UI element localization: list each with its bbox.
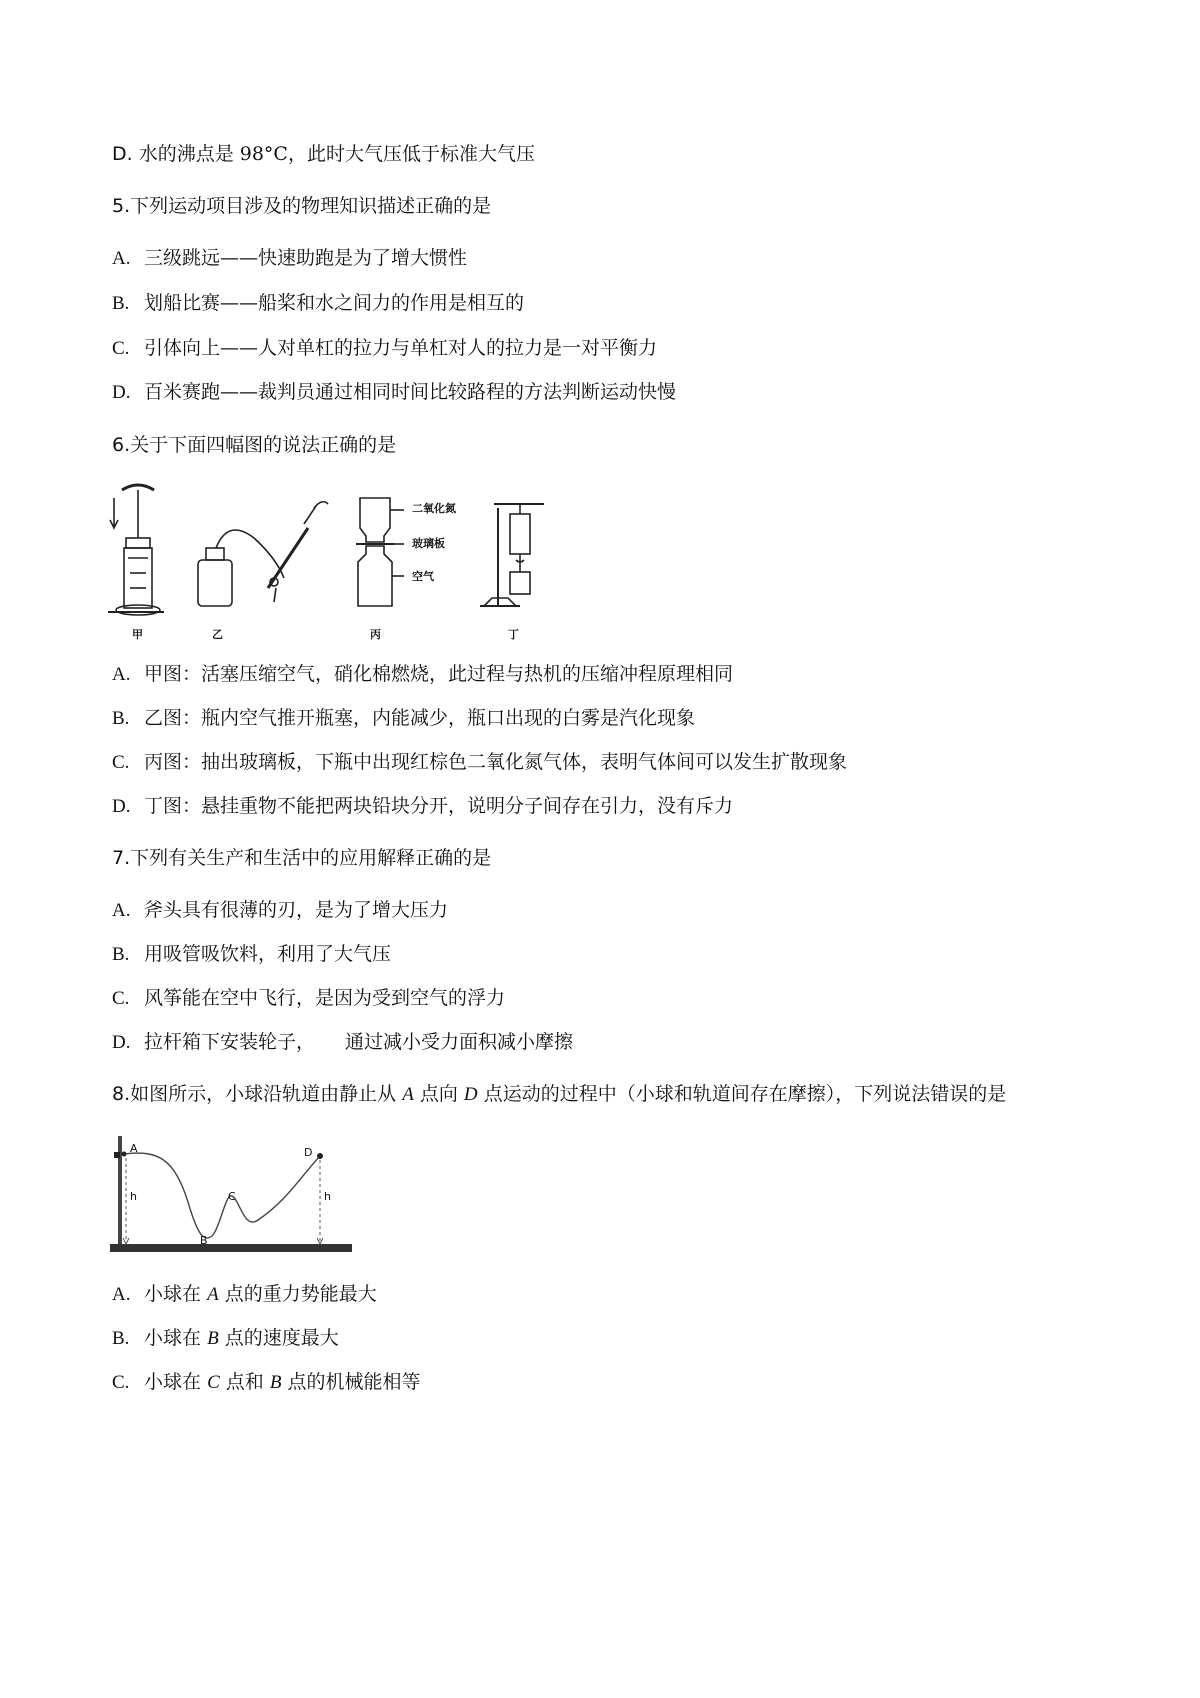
- option-text: 斧头具有很薄的刃，是为了增大压力: [144, 899, 449, 921]
- var-d: D: [463, 1084, 478, 1105]
- option-text-part1: 拉杆箱下安装轮子，: [144, 1031, 316, 1053]
- q5-option-d: [112, 380, 676, 405]
- option-text-part2: 通过减小受力面积减小摩擦: [345, 1031, 574, 1053]
- figure-annotation-no2: 二氧化氮: [412, 502, 456, 515]
- figure-label-jia: 甲: [132, 628, 143, 641]
- point-label-b: B: [200, 1234, 208, 1247]
- option-letter: B.: [112, 1328, 130, 1349]
- option-mid: 点和: [225, 1371, 264, 1393]
- q7-option-b: [112, 942, 391, 967]
- q6-figure-drawing: [108, 478, 608, 648]
- option-letter: A.: [112, 900, 131, 921]
- stem-part1: 8.如图所示，小球沿轨道由静止从: [112, 1083, 397, 1105]
- option-letter: C.: [112, 752, 130, 773]
- q5-option-b: [112, 291, 524, 316]
- option-letter: A.: [112, 248, 131, 269]
- option-pre: 小球在: [144, 1327, 202, 1349]
- option-var: C: [207, 1372, 220, 1393]
- q7-option-d: [112, 1030, 573, 1055]
- option-letter: B.: [112, 708, 130, 729]
- q8-option-c: [112, 1370, 421, 1395]
- option-letter: D.: [112, 382, 131, 403]
- option-var: B: [207, 1328, 219, 1349]
- option-text: 三级跳远——快速助跑是为了增大惯性: [144, 247, 468, 269]
- stem-part2: 点向: [419, 1083, 458, 1105]
- option-letter: C.: [112, 988, 130, 1009]
- option-post: 点的重力势能最大: [224, 1283, 377, 1305]
- option-letter: D.: [112, 796, 131, 817]
- option-letter: A.: [112, 1284, 131, 1305]
- figure-label-yi: 乙: [212, 628, 223, 641]
- stem-part3: 点运动的过程中（小球和轨道间存在摩擦），下列说法错误的是: [483, 1083, 1007, 1105]
- option-pre: 小球在: [144, 1283, 202, 1305]
- option-var2: B: [269, 1372, 282, 1393]
- q6-option-b: [112, 706, 695, 731]
- q6-figure: [108, 478, 608, 648]
- figure-label-ding: 丁: [508, 628, 519, 641]
- q6-stem: 6.关于下面四幅图的说法正确的是: [112, 434, 397, 456]
- option-var: A: [207, 1284, 219, 1305]
- var-a: A: [402, 1084, 414, 1105]
- q5-stem: 5.下列运动项目涉及的物理知识描述正确的是: [112, 195, 492, 217]
- height-label-left: h: [130, 1190, 137, 1203]
- q8-figure: [108, 1132, 358, 1258]
- q8-option-a: [112, 1282, 377, 1307]
- option-text: 丁图：悬挂重物不能把两块铅块分开，说明分子间存在引力，没有斥力: [144, 795, 734, 817]
- option-letter: D.: [112, 1032, 131, 1053]
- q6-option-c: [112, 750, 847, 775]
- option-letter: D.: [112, 143, 133, 165]
- point-label-d: D: [304, 1146, 313, 1159]
- q7-stem: 7.下列有关生产和生活中的应用解释正确的是: [112, 847, 492, 869]
- q5-option-a: [112, 246, 467, 271]
- option-text: 百米赛跑——裁判员通过相同时间比较路程的方法判断运动快慢: [144, 381, 677, 403]
- q8-stem: [112, 1082, 1006, 1107]
- figure-annotation-air: 空气: [412, 570, 434, 583]
- option-text: 引体向上——人对单杠的拉力与单杠对人的拉力是一对平衡力: [144, 337, 658, 359]
- option-pre: 小球在: [144, 1371, 202, 1393]
- q7-option-c: [112, 986, 505, 1011]
- option-post: 点的机械能相等: [287, 1371, 421, 1393]
- option-text: 水的沸点是 98°C，此时大气压低于标准大气压: [138, 143, 535, 165]
- option-letter: B.: [112, 293, 130, 314]
- option-text: 乙图：瓶内空气推开瓶塞，内能减少，瓶口出现的白雾是汽化现象: [144, 707, 696, 729]
- point-label-a: A: [130, 1142, 138, 1155]
- option-letter: C.: [112, 338, 130, 359]
- figure-label-bing: 丙: [370, 628, 381, 641]
- q5-option-c: [112, 336, 657, 361]
- option-text: 风筝能在空中飞行，是因为受到空气的浮力: [144, 987, 506, 1009]
- option-text: 用吸管吸饮料，利用了大气压: [144, 943, 392, 965]
- option-letter: A.: [112, 664, 131, 685]
- option-text: 甲图：活塞压缩空气，硝化棉燃烧，此过程与热机的压缩冲程原理相同: [144, 663, 734, 685]
- q7-option-a: [112, 898, 448, 923]
- option-letter: C.: [112, 1372, 130, 1393]
- option-post: 点的速度最大: [224, 1327, 339, 1349]
- q6-option-d: [112, 794, 733, 819]
- q4-option-d: [112, 142, 535, 166]
- option-text: 划船比赛——船桨和水之间力的作用是相互的: [144, 292, 525, 314]
- height-label-right: h: [324, 1190, 331, 1203]
- q8-option-b: [112, 1326, 339, 1351]
- option-text: 丙图：抽出玻璃板，下瓶中出现红棕色二氧化氮气体，表明气体间可以发生扩散现象: [144, 751, 848, 773]
- figure-annotation-glass: 玻璃板: [412, 537, 445, 550]
- q6-option-a: [112, 662, 733, 687]
- option-letter: B.: [112, 944, 130, 965]
- point-label-c: C: [228, 1190, 236, 1203]
